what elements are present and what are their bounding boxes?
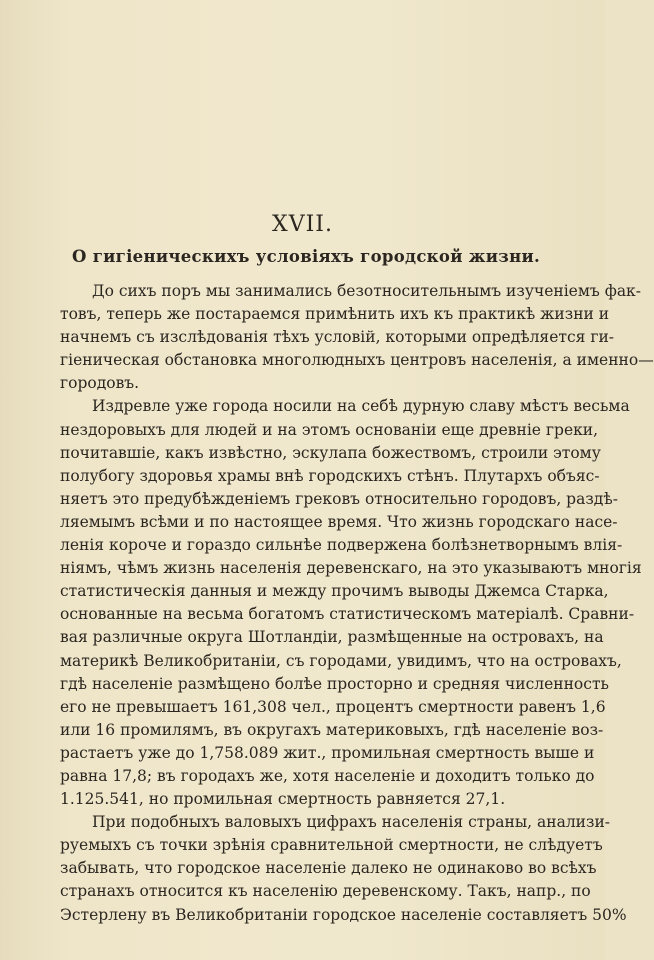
text-line: почитавшіе, какъ извѣстно, эскулапа божествомъ, строили этому <box>60 443 601 462</box>
text-line: странахъ относится къ населенію деревенскому. Такъ, напр., по <box>60 882 591 901</box>
text-line: полубогу здоровья храмы внѣ городскихъ стѣнъ. Плутархъ объяс- <box>60 466 600 485</box>
text-line: основанные на весьма богатомъ статистическомъ матеріалѣ. Сравни- <box>60 605 635 624</box>
text-line: товъ, теперь же постараемся примѣнить ихъ къ практикѣ жизни и <box>60 305 610 324</box>
text-line: или 16 промилямъ, въ округахъ материковыхъ, гдѣ населеніе воз- <box>60 720 604 739</box>
text-line: 1.125.541, но промильная смертность равняется 27,1. <box>60 790 506 809</box>
text-line: руемыхъ съ точки зрѣнія сравнительной смертности, не слѣдуетъ <box>60 836 603 855</box>
text-line: ляемымъ всѣми и по настоящее время. Что жизнь городскаго насе- <box>60 512 618 531</box>
text-line: ніямъ, чѣмъ жизнь населенія деревенскаго, на это указываютъ многія <box>60 559 642 578</box>
text-line: растаетъ уже до 1,758.089 жит., промильная смертность выше и <box>60 743 595 762</box>
text-line: равна 17,8; въ городахъ же, хотя населеніе и доходитъ только до <box>60 766 595 785</box>
text-line: начнемъ съ изслѣдованія тѣхъ условій, которыми опредѣляется ги- <box>60 328 615 347</box>
text-line: нездоровыхъ для людей и на этомъ основаніи еще древніе греки, <box>60 420 599 439</box>
text-line: вая различные округа Шотландіи, размѣщенные на островахъ, на <box>60 628 604 647</box>
text-line: его не превышаетъ 161,308 чел., процентъ смертности равенъ 1,6 <box>60 697 606 716</box>
text-line: материкѣ Великобританіи, съ городами, увидимъ, что на островахъ, <box>60 651 622 670</box>
body-text <box>60 280 654 927</box>
text-line: гіеническая обстановка многолюдныхъ центровъ населенія, а именно— <box>60 351 654 370</box>
chapter-title: О гигіеническихъ условіяхъ городской жизни. <box>72 247 541 266</box>
text-line: городовъ. <box>60 374 140 393</box>
chapter-number: XVII. <box>272 212 333 237</box>
text-line: забывать, что городское населеніе далеко не одинаково во всѣхъ <box>60 859 597 878</box>
text-line: Эстерлену въ Великобританіи городское населеніе составляетъ 50% <box>60 905 627 924</box>
text-line: гдѣ населеніе размѣщено болѣе просторно и средняя численность <box>60 674 609 693</box>
text-line: При подобныхъ валовыхъ цифрахъ населенія страны, анализи- <box>92 813 611 832</box>
text-line: До сихъ поръ мы занимались безотносительнымъ изученіемъ фак- <box>92 282 641 300</box>
text-line: ленія короче и гораздо сильнѣе подвержена болѣзнетворнымъ влія- <box>60 536 623 555</box>
text-line: няетъ это предубѣжденіемъ грековъ относительно городовъ, раздѣ- <box>60 489 618 508</box>
text-line: Издревле уже города носили на себѣ дурную славу мѣстъ весьма <box>92 397 630 416</box>
text-line: статистическія данныя и между прочимъ выводы Джемса Старка, <box>60 582 609 601</box>
